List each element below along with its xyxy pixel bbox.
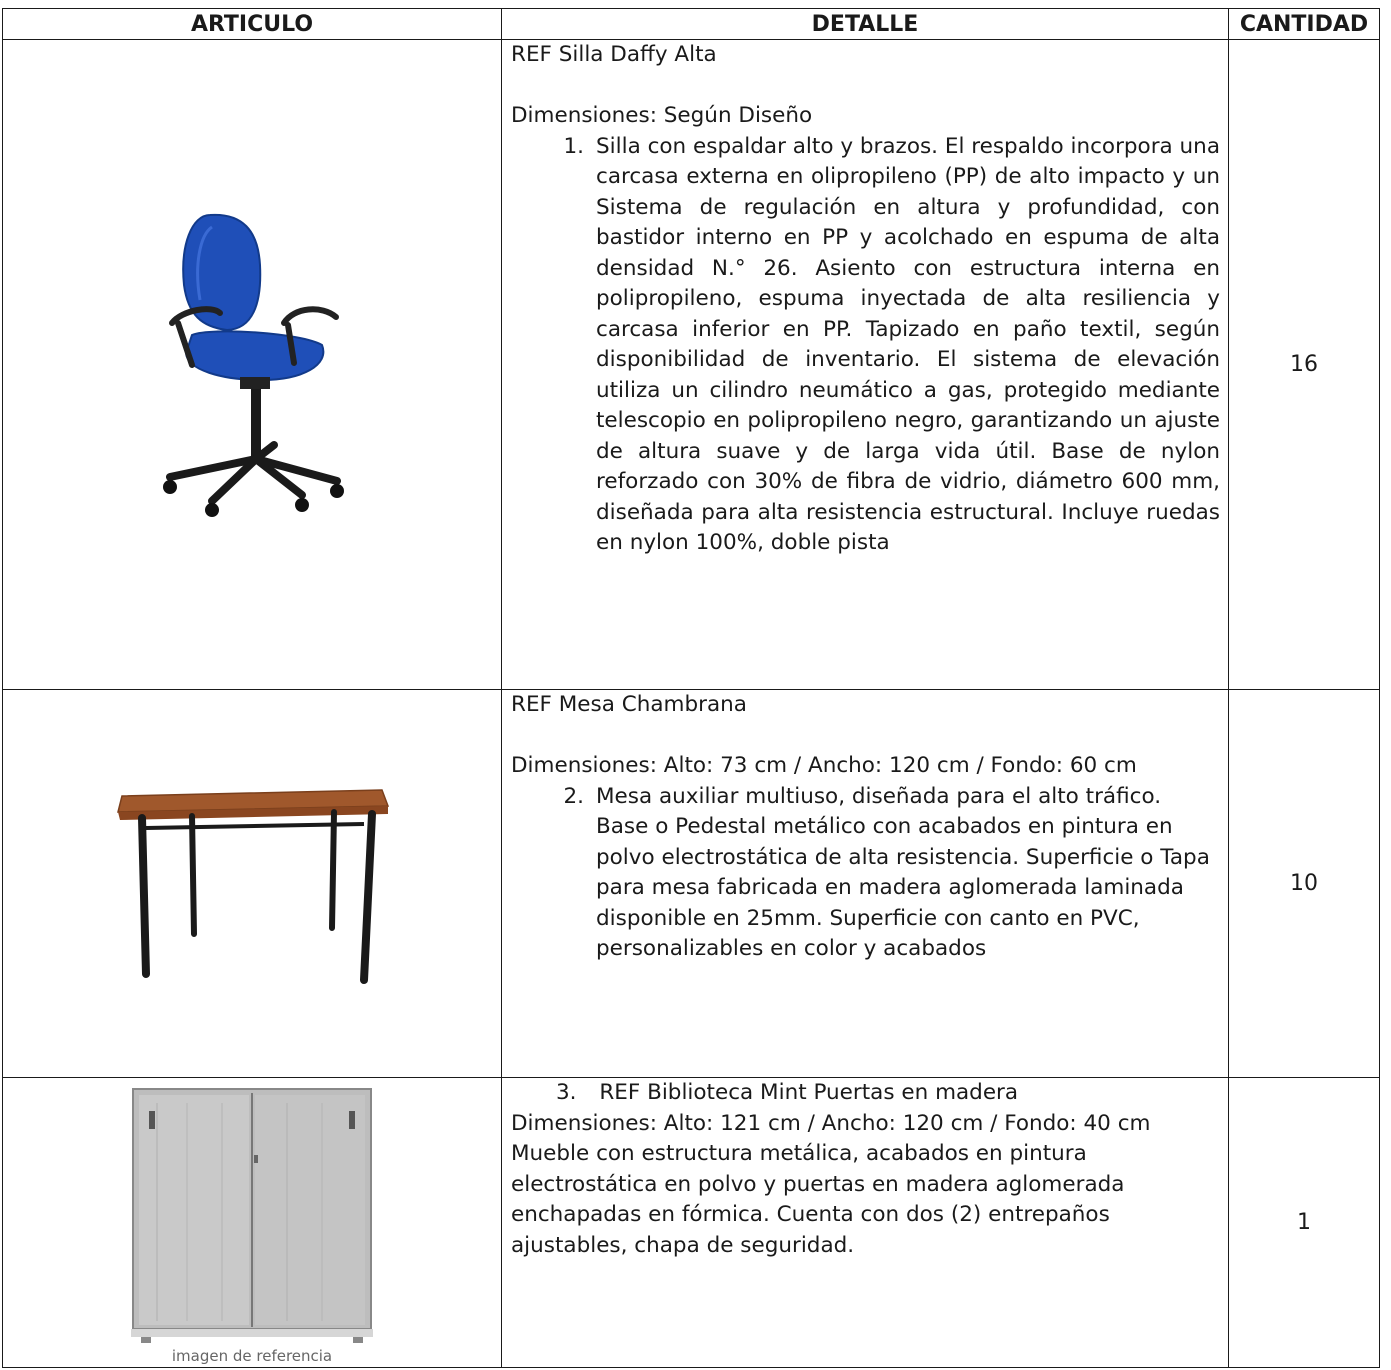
item-description-text: Mesa auxiliar multiuso, diseñada para el alto tráfico. Base o Pedestal metálico con acabados en pintura en polvo electrostática de alta resistencia. Superficie o Tapa para mesa fabricada en madera aglomerada laminada disponible en 25mm. Superficie con canto en PVC, personalizables en color y acabados: [596, 783, 1210, 961]
item-ref: REF Mesa Chambrana: [511, 692, 747, 717]
item-description-text: Silla con espaldar alto y brazos. El respaldo incorpora una carcasa externa en olipropileno (PP) de alto impacto y un Sistema de regulación en altura y profundidad, con bastidor interno en PP y acolchado en espuma de alta densidad N.° 26. Asiento con estructura interna en polipropileno, espuma inyectada de alta resiliencia y carcasa inferior en PP. Tapizado en paño textil, según disponibilidad de inventario. El sistema de elevación utiliza un cilindro neumático a gas, protegido mediante telescopio en polipropileno negro, garantizando un ajuste de altura suave y de larga vida útil. Base de nylon reforzado con 30% de fibra de vidrio, diámetro 600 mm, diseñada para alta resistencia estructural. Incluye ruedas en nylon 100%, doble pista: [596, 133, 1220, 555]
item-dimensions: Dimensiones: Alto: 121 cm / Ancho: 120 cm / Fondo: 40 cm: [511, 1110, 1151, 1136]
table-row: [3, 40, 1380, 690]
item-number: 1.: [563, 133, 584, 159]
item-description: [511, 132, 1220, 559]
quantity-cell: 16: [1229, 40, 1380, 690]
detail-cell: [502, 690, 1229, 1078]
table-image: [102, 784, 402, 984]
item-description-text: Mueble con estructura metálica, acabados en pintura electrostática en polvo y puertas en madera aglomerada enchapadas en fórmica. Cuenta con dos (2) entrepaños ajustables, chapa de seguridad.: [511, 1141, 1125, 1258]
table-row: [3, 1078, 1380, 1368]
article-cell: [3, 690, 502, 1078]
quantity-cell: 10: [1229, 690, 1380, 1078]
item-dimensions: Dimensiones: Alto: 73 cm / Ancho: 120 cm / Fondo: 60 cm: [511, 753, 1137, 778]
header-articulo: ARTICULO: [3, 9, 502, 40]
detail-cell: [502, 1078, 1229, 1368]
header-row: [3, 9, 1380, 40]
detail-cell: [502, 40, 1229, 690]
item-dimensions: Dimensiones: Según Diseño: [511, 103, 813, 128]
item-ref-line: [511, 1078, 1220, 1109]
image-caption: imagen de referencia: [171, 1347, 333, 1365]
item-number: 3.: [556, 1080, 577, 1105]
header-detalle: DETALLE: [502, 9, 1229, 40]
quantity-cell: 1: [1229, 1078, 1380, 1368]
item-description: [511, 782, 1220, 965]
item-ref: REF Silla Daffy Alta: [511, 42, 717, 67]
table-row: [3, 690, 1380, 1078]
header-cantidad: CANTIDAD: [1229, 9, 1380, 40]
item-ref: REF Biblioteca Mint Puertas en madera: [599, 1080, 1019, 1105]
cabinet-image: [127, 1083, 377, 1345]
office-chair-image: [152, 205, 352, 525]
article-cell: [3, 40, 502, 690]
item-number: 2.: [563, 783, 584, 809]
furniture-table: [2, 8, 1380, 1368]
article-cell: [3, 1078, 502, 1368]
